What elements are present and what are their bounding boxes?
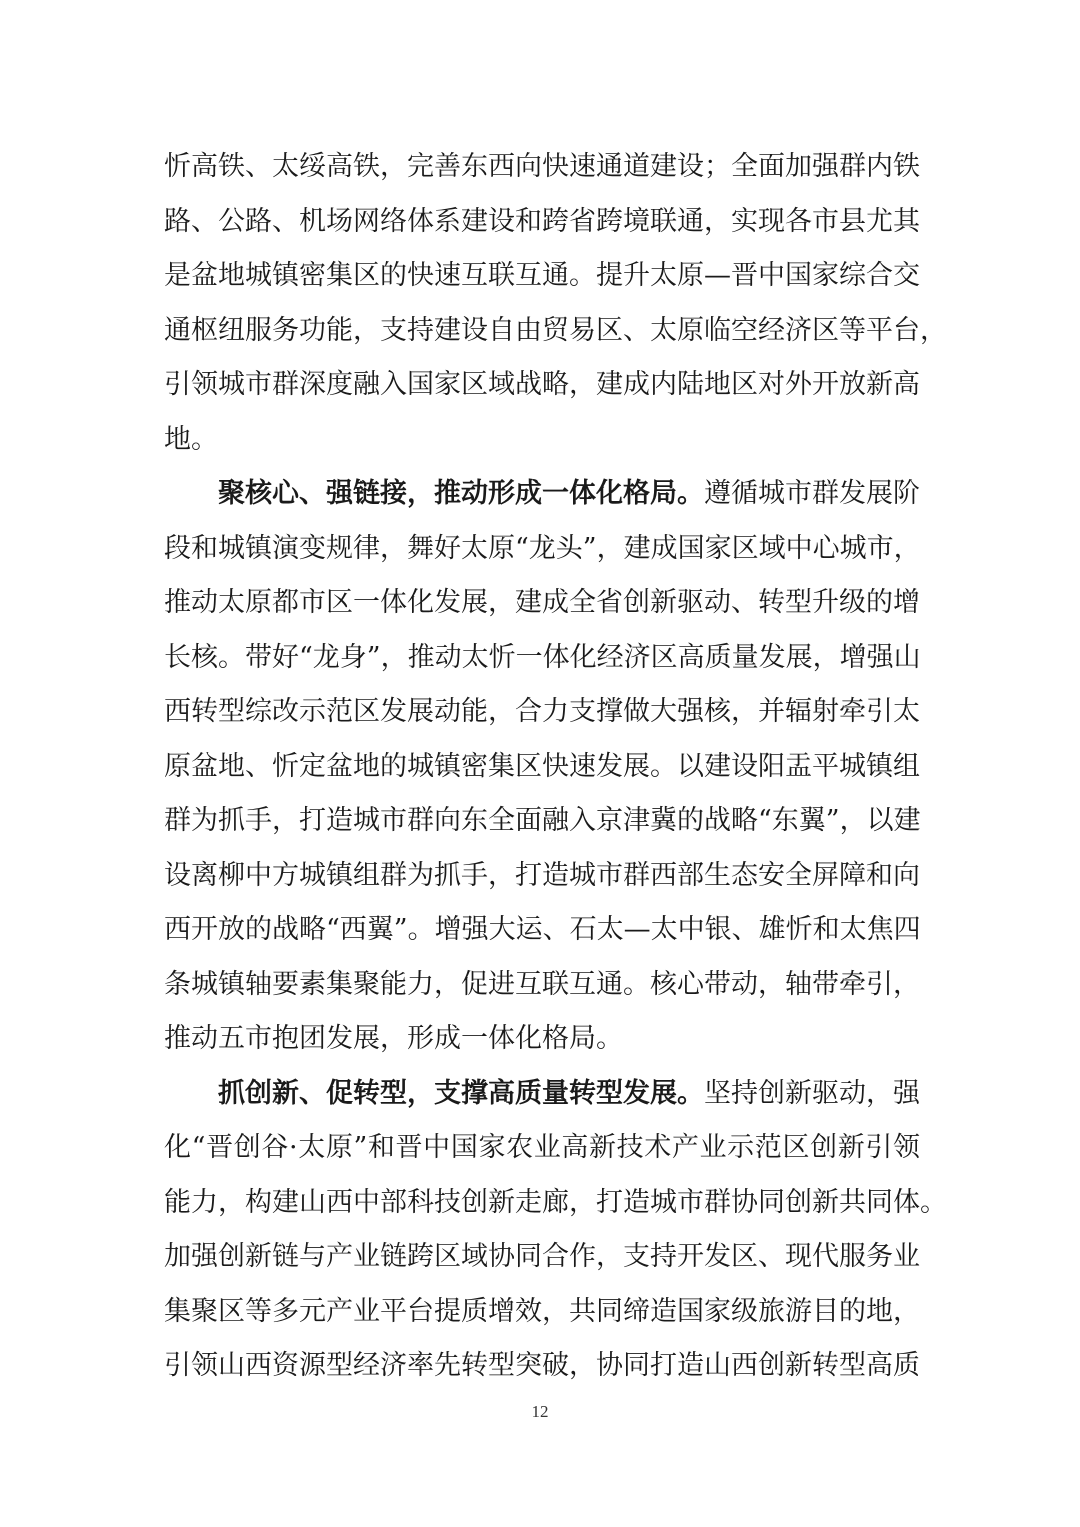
text-line: 是盆地城镇密集区的快速互联互通。提升太原—晋中国家综合交 xyxy=(164,260,920,291)
text-run: 坚持创新驱动，强 xyxy=(704,1077,920,1109)
text-line: 引领山西资源型经济率先转型突破，协同打造山西创新转型高质 xyxy=(164,1350,920,1381)
document-body xyxy=(164,140,947,1394)
text-run: 遵循城市群发展阶 xyxy=(704,478,920,509)
text-line: 路、公路、机场网络体系建设和跨省跨境联通，实现各市县尤其 xyxy=(164,205,920,237)
text-line: 推动太原都市区一体化发展，建成全省创新驱动、转型升级的增 xyxy=(164,587,920,618)
page-number: 12 xyxy=(531,1402,549,1421)
paragraph-integration xyxy=(164,467,920,1067)
text-line: 西开放的战略“西翼”。增强大运、石太—太中银、雄忻和太焦四 xyxy=(164,914,921,945)
text-line: 段和城镇演变规律，舞好太原“龙头”，建成国家区域中心城市， xyxy=(164,532,921,564)
text-line xyxy=(164,1067,920,1122)
paragraph-innovation xyxy=(164,1067,947,1394)
text-line: 推动五市抱团发展，形成一体化格局。 xyxy=(164,1023,623,1054)
text-line: 通枢纽服务功能，支持建设自由贸易区、太原临空经济区等平台， xyxy=(164,314,947,346)
text-line: 集聚区等多元产业平台提质增效，共同缔造国家级旅游目的地， xyxy=(164,1295,920,1327)
text-line xyxy=(164,467,920,522)
text-line: 能力，构建山西中部科技创新走廊，打造城市群协同创新共同体。 xyxy=(164,1186,947,1218)
text-line: 长核。带好“龙身”，推动太忻一体化经济区高质量发展，增强山 xyxy=(164,641,921,673)
text-line: 地。 xyxy=(164,423,218,455)
paragraph-transport xyxy=(164,140,947,467)
text-line: 原盆地、忻定盆地的城镇密集区快速发展。以建设阳盂平城镇组 xyxy=(164,750,920,782)
text-line: 西转型综改示范区发展动能，合力支撑做大强核，并辐射牵引太 xyxy=(164,696,920,727)
text-line: 加强创新链与产业链跨区域协同合作，支持开发区、现代服务业 xyxy=(164,1241,920,1272)
text-line: 化“晋创谷·太原”和晋中国家农业高新技术产业示范区创新引领 xyxy=(164,1132,920,1163)
text-line: 条城镇轴要素集聚能力，促进互联互通。核心带动，轴带牵引， xyxy=(164,968,920,1000)
text-line: 设离柳中方城镇组群为抓手，打造城市群西部生态安全屏障和向 xyxy=(164,859,920,891)
paragraph-heading: 抓创新、促转型，支撑高质量转型发展。 xyxy=(218,1077,704,1109)
text-line: 引领城市群深度融入国家区域战略，建成内陆地区对外开放新高 xyxy=(164,369,920,400)
paragraph-heading: 聚核心、强链接，推动形成一体化格局。 xyxy=(218,478,704,509)
text-line: 群为抓手，打造城市群向东全面融入京津冀的战略“东翼”，以建 xyxy=(164,805,921,836)
text-line: 忻高铁、太绥高铁，完善东西向快速通道建设；全面加强群内铁 xyxy=(164,151,920,182)
